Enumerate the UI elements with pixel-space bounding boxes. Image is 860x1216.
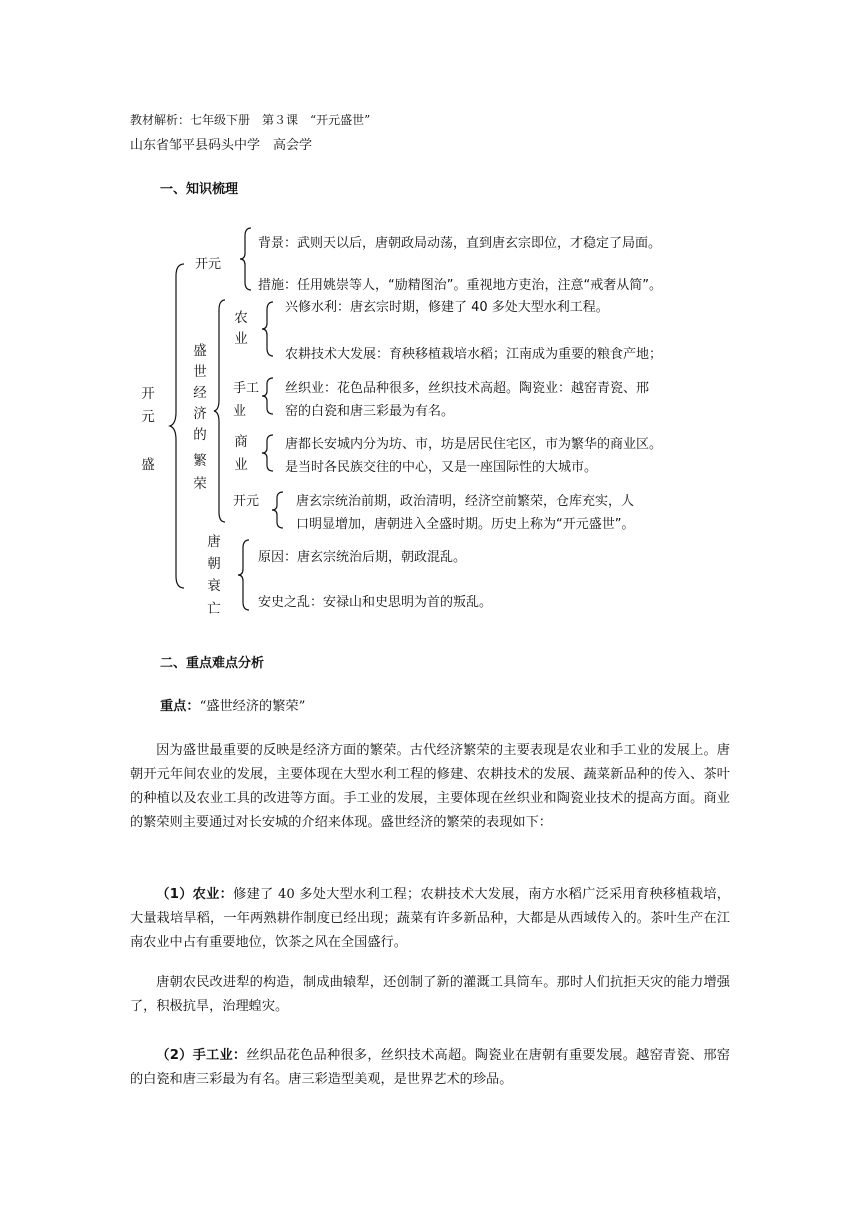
decline-brace bbox=[236, 538, 252, 612]
handicraft-label-line1: 手工 bbox=[233, 381, 260, 396]
decline-reason: 原因：唐玄宗统治后期，朝政混乱。 bbox=[258, 550, 467, 565]
commerce-char-1: 商 bbox=[234, 434, 248, 450]
agriculture-char-1: 农 bbox=[234, 310, 248, 326]
prosperity-char-2: 世 bbox=[193, 364, 207, 380]
decline-char-1: 唐 bbox=[207, 534, 221, 550]
paragraph-2 bbox=[130, 883, 730, 955]
agriculture-brace bbox=[260, 300, 276, 358]
doc-header-line1: 教材解析：七年级下册 第３课 “开元盛世” bbox=[130, 113, 371, 127]
kaiyuan-background: 背景：武则天以后，唐朝政局动荡，直到唐玄宗即位，才稳定了局面。 bbox=[258, 236, 662, 251]
paragraph-1 bbox=[130, 739, 730, 835]
decline-char-3: 衰 bbox=[207, 578, 221, 594]
section2-title: 二、重点难点分析 bbox=[160, 656, 265, 671]
kaiyuan2-label: 开元 bbox=[233, 494, 260, 509]
prosperity-char-5: 的 bbox=[193, 427, 207, 443]
paragraph-3-text: 唐朝农民改进犁的构造，制成曲辕犁，还创制了新的灌溉工具筒车。那时人们抗拒天灾的能力增强了，积极抗旱，治理蝗灾。 bbox=[130, 975, 730, 1014]
commerce-line1: 唐都长安城内分为坊、市，坊是居民住宅区，市为繁华的商业区。 bbox=[285, 437, 663, 452]
paragraph-3 bbox=[130, 971, 730, 1019]
prosperity-char-3: 经 bbox=[193, 385, 207, 401]
prosperity-brace bbox=[212, 298, 228, 524]
handicraft-brace bbox=[260, 376, 276, 416]
root-char-3: 盛 bbox=[141, 457, 155, 473]
handicraft-heading: （2）手工业： bbox=[156, 1048, 247, 1063]
kaiyuan2-line1: 唐玄宗统治前期，政治清明，经济空前繁荣，仓库充实，人 bbox=[296, 494, 635, 509]
commerce-char-2: 业 bbox=[234, 457, 248, 473]
focus-label: 重点： bbox=[160, 699, 200, 714]
prosperity-char-7: 荣 bbox=[193, 476, 207, 492]
root-char-1: 开 bbox=[141, 386, 155, 402]
kaiyuan-brace bbox=[238, 226, 254, 292]
handicraft-line1: 丝织业：花色品种很多，丝织技术高超。陶瓷业：越窑青瓷、邢 bbox=[285, 381, 650, 396]
commerce-line2: 是当时各民族交往的中心，又是一座国际性的大城市。 bbox=[285, 460, 598, 475]
kaiyuan2-line2: 口明显增加，唐朝进入全盛时期。历史上称为“开元盛世”。 bbox=[296, 517, 635, 532]
prosperity-char-4: 济 bbox=[193, 406, 207, 422]
main-brace bbox=[168, 262, 188, 590]
prosperity-char-6: 繁 bbox=[193, 453, 207, 469]
decline-rebellion: 安史之乱：安禄山和史思明为首的叛乱。 bbox=[258, 595, 493, 610]
kaiyuan2-brace bbox=[270, 490, 286, 530]
agriculture-heading: （1）农业： bbox=[156, 887, 234, 902]
commerce-brace bbox=[260, 433, 276, 473]
kaiyuan-label: 开元 bbox=[195, 257, 222, 272]
agriculture-item2: 农耕技术大发展：育秧移植栽培水稻；江南成为重要的粮食产地； bbox=[285, 347, 663, 362]
focus-text: “盛世经济的繁荣” bbox=[199, 699, 306, 714]
paragraph-2-text: 修建了 40 多处大型水利工程；农耕技术大发展，南方水稻广泛采用育秧移植栽培，大量栽培旱稻，一年两熟耕作制度已经出现；蔬菜有许多新品种，大都是从西域传入的。茶叶生产在江南农业中占有重要地位，饮茶之风在全国盛行。 bbox=[130, 887, 730, 950]
agriculture-item1: 兴修水利：唐玄宗时期，修建了 40 多处大型水利工程。 bbox=[285, 300, 609, 315]
kaiyuan-measures: 措施：任用姚崇等人，“励精图治”。重视地方吏治，注意“戒奢从简”。 bbox=[258, 278, 662, 293]
decline-char-4: 亡 bbox=[207, 601, 221, 617]
paragraph-4-text: 丝织品花色品种很多，丝织技术高超。陶瓷业在唐朝有重要发展。越窑青瓷、邢窑的白瓷和唐三彩最为有名。唐三彩造型美观，是世界艺术的珍品。 bbox=[130, 1048, 730, 1087]
decline-char-2: 朝 bbox=[207, 556, 221, 572]
agriculture-char-2: 业 bbox=[234, 331, 248, 347]
paragraph-4 bbox=[130, 1044, 730, 1092]
handicraft-line2: 窑的白瓷和唐三彩最为有名。 bbox=[285, 404, 455, 419]
doc-header-line2: 山东省邹平县码头中学 高会学 bbox=[130, 138, 313, 153]
handicraft-label-line2: 业 bbox=[233, 404, 247, 419]
section1-title: 一、知识梳理 bbox=[160, 182, 239, 197]
focus-line bbox=[160, 695, 305, 714]
paragraph-1-text: 因为盛世最重要的反映是经济方面的繁荣。古代经济繁荣的主要表现是农业和手工业的发展上。唐朝开元年间农业的发展，主要体现在大型水利工程的修建、农耕技术的发展、蔬菜新品种的传入、茶叶的种植以及农业工具的改进等方面。手工业的发展，主要体现在丝织业和陶瓷业技术的提高方面。商业的繁荣则主要通过对长安城的介绍来体现。盛世经济的繁荣的表现如下： bbox=[130, 743, 730, 830]
prosperity-char-1: 盛 bbox=[193, 343, 207, 359]
root-char-2: 元 bbox=[141, 409, 155, 425]
